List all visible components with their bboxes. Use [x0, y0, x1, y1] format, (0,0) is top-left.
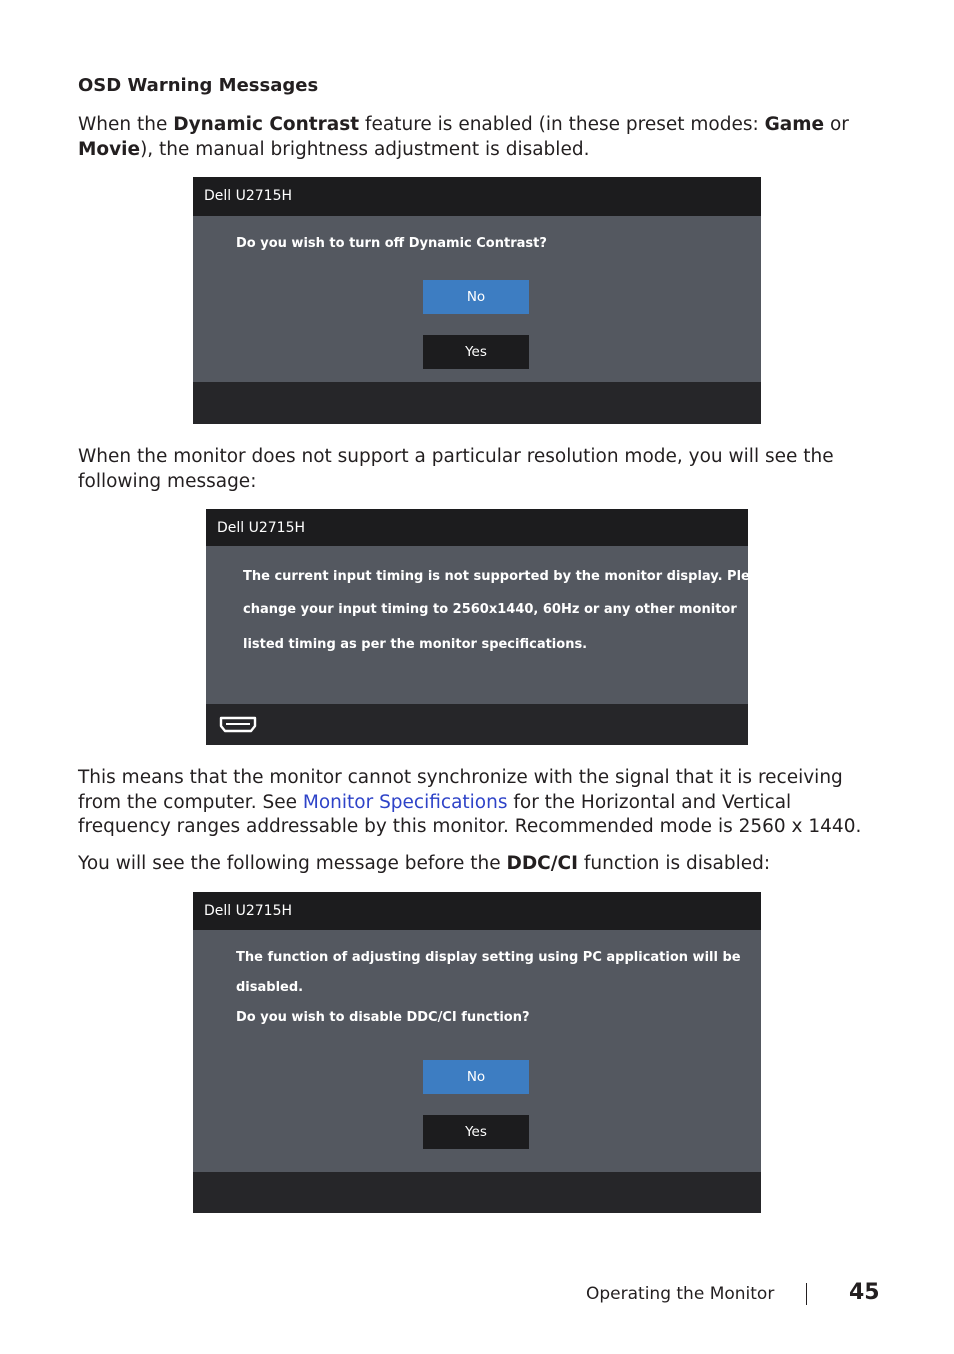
text: for the Horizontal and Vertical frequency ranges addressable by this monitor. Recommended mode is 2560 x 1440. [78, 791, 862, 837]
osd-dialog-dynamic-contrast [193, 177, 761, 424]
text: feature is enabled (in these preset modes: [359, 114, 765, 135]
osd-title-bar [206, 509, 748, 546]
paragraph-synchronize [78, 766, 878, 840]
bold-term: Dynamic Contrast [173, 114, 360, 135]
osd-message: Do you wish to turn off Dynamic Contrast? [236, 236, 547, 251]
monitor-specifications-link[interactable]: Monitor Specifications [302, 791, 508, 813]
osd-footer-bar [193, 382, 761, 424]
osd-title: Dell U2715H [204, 188, 293, 204]
yes-button[interactable]: Yes [423, 1115, 529, 1149]
osd-message-line: disabled. [236, 980, 304, 995]
bold-term: Movie [78, 138, 141, 160]
osd-footer-bar [206, 704, 748, 745]
page-number: 45 [849, 1280, 880, 1305]
osd-message-line: change your input timing to 2560x1440, 60Hz or any other monitor [243, 602, 737, 617]
text: function is disabled: [577, 853, 771, 874]
text: When the [78, 114, 174, 135]
footer-divider [806, 1283, 807, 1305]
footer-section-label: Operating the Monitor [586, 1284, 775, 1304]
no-button[interactable]: No [423, 1060, 529, 1094]
osd-message-line: Do you wish to disable DDC/CI function? [236, 1010, 530, 1025]
paragraph-dynamic-contrast [78, 113, 878, 162]
osd-title-bar [193, 892, 761, 930]
paragraph-resolution: When the monitor does not support a particular resolution mode, you will see the following message: [78, 446, 834, 492]
text: ), the manual brightness adjustment is disabled. [140, 138, 590, 160]
no-button[interactable]: No [423, 280, 529, 314]
osd-message-line: The current input timing is not supported by the monitor display. Please [243, 569, 776, 584]
hdmi-port-icon [218, 715, 258, 735]
yes-button[interactable]: Yes [423, 335, 529, 369]
osd-dialog-ddcci [193, 892, 761, 1213]
osd-title: Dell U2715H [204, 903, 293, 919]
osd-message-line: listed timing as per the monitor specifications. [243, 637, 588, 652]
section-heading: OSD Warning Messages [78, 75, 319, 96]
osd-message-line: The function of adjusting display setting using PC application will be [236, 950, 741, 965]
text: This means that the monitor cannot synchronize with the signal that it is receiving from the computer. See [78, 767, 843, 813]
bold-term: DDC/CI [506, 853, 578, 874]
bold-term: Game [764, 114, 825, 135]
text: You will see the following message before the [78, 853, 507, 874]
osd-footer-bar [193, 1172, 761, 1213]
osd-title: Dell U2715H [217, 520, 306, 536]
osd-dialog-input-timing [206, 509, 776, 745]
osd-title-bar [193, 177, 761, 216]
paragraph-ddcci [78, 852, 878, 877]
text: or [824, 114, 849, 135]
